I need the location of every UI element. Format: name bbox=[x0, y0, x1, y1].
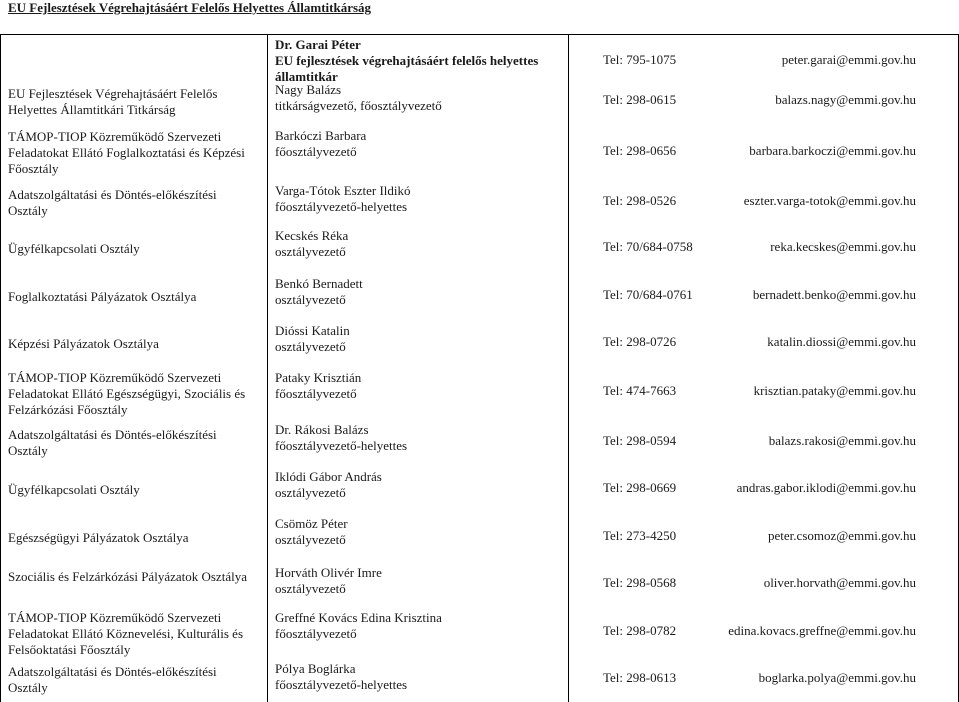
phone-cell: Tel: 298-0526 bbox=[603, 192, 677, 208]
person-role: osztályvezető bbox=[275, 581, 346, 596]
email-link[interactable]: andras.gabor.iklodi@emmi.gov.hu bbox=[736, 479, 916, 495]
department-cell: Szociális és Felzárkózási Pályázatok Osztálya bbox=[8, 568, 247, 584]
phone-cell: Tel: 474-7663 bbox=[603, 383, 677, 398]
email-link[interactable]: peter.garai@emmi.gov.hu bbox=[781, 52, 916, 67]
table-row bbox=[0, 180, 959, 225]
person-role: főosztályvezető bbox=[275, 386, 357, 401]
person-role: titkárságvezető, főosztályvezető bbox=[275, 98, 442, 113]
person-role: osztályvezető bbox=[275, 485, 346, 500]
person-name: Horváth Olivér Imre bbox=[275, 565, 382, 580]
table-row bbox=[0, 125, 959, 180]
email-link[interactable]: bernadett.benko@emmi.gov.hu bbox=[752, 286, 916, 302]
email-link[interactable]: krisztian.pataky@emmi.gov.hu bbox=[753, 383, 916, 398]
person-name: Csömöz Péter bbox=[275, 516, 348, 531]
person-cell bbox=[275, 516, 565, 548]
department-cell: Adatszolgáltatási és Döntés-előkészítési Osztály bbox=[8, 186, 217, 218]
person-cell bbox=[275, 565, 565, 597]
person-name: Pólya Boglárka bbox=[275, 661, 356, 676]
table-row bbox=[0, 419, 959, 466]
person-cell bbox=[275, 661, 565, 693]
person-cell bbox=[275, 183, 565, 215]
person-cell bbox=[275, 370, 565, 402]
table-row bbox=[0, 367, 959, 419]
table-row bbox=[0, 513, 959, 562]
email-link[interactable]: balazs.nagy@emmi.gov.hu bbox=[775, 92, 916, 107]
person-name: Benkó Bernadett bbox=[275, 276, 363, 291]
table-row bbox=[0, 273, 959, 320]
person-role: osztályvezető bbox=[275, 244, 346, 259]
department-cell: Adatszolgáltatási és Döntés-előkészítési Osztály bbox=[8, 426, 217, 458]
department-cell: TÁMOP-TIOP Közreműködő Szervezeti Feladatokat Ellátó Köznevelési, Kulturális és Felsőoktatási Főosztály bbox=[8, 610, 244, 657]
email-link[interactable]: balazs.rakosi@emmi.gov.hu bbox=[768, 432, 916, 448]
email-link[interactable]: oliver.horvath@emmi.gov.hu bbox=[763, 574, 916, 590]
department-cell: Ügyfélkapcsolati Osztály bbox=[8, 241, 140, 256]
phone-cell: Tel: 70/684-0758 bbox=[603, 239, 693, 254]
person-cell bbox=[275, 610, 565, 642]
person-role: EU fejlesztések végrehajtásáért felelős helyettes államtitkár bbox=[275, 53, 539, 84]
table-row bbox=[0, 320, 959, 367]
department-cell: Foglalkoztatási Pályázatok Osztálya bbox=[8, 288, 197, 304]
person-cell bbox=[275, 228, 565, 260]
department-cell: Képzési Pályázatok Osztálya bbox=[8, 335, 159, 351]
email-link[interactable]: peter.csomoz@emmi.gov.hu bbox=[768, 527, 916, 543]
person-name: Varga-Tótok Eszter Ildikó bbox=[275, 183, 411, 198]
table-row bbox=[0, 79, 959, 125]
phone-cell: Tel: 298-0782 bbox=[603, 622, 677, 638]
email-link[interactable]: katalin.diossi@emmi.gov.hu bbox=[767, 333, 916, 349]
person-name: Pataky Krisztián bbox=[275, 370, 362, 385]
person-role: osztályvezető bbox=[275, 532, 346, 547]
phone-cell: Tel: 298-0613 bbox=[603, 670, 677, 685]
person-cell bbox=[275, 37, 565, 85]
phone-cell: Tel: 298-0568 bbox=[603, 574, 677, 590]
department-cell: Ügyfélkapcsolati Osztály bbox=[8, 481, 140, 497]
person-cell bbox=[275, 128, 565, 160]
department-cell: EU Fejlesztések Végrehajtásáért Felelős Helyettes Államtitkári Titkárság bbox=[8, 86, 218, 117]
table-row bbox=[0, 34, 959, 84]
table-row bbox=[0, 658, 959, 702]
phone-cell: Tel: 298-0594 bbox=[603, 432, 677, 448]
table-row bbox=[0, 225, 959, 273]
person-name: Dr. Rákosi Balázs bbox=[275, 422, 369, 437]
person-cell bbox=[275, 276, 565, 308]
table-row bbox=[0, 466, 959, 513]
table-row bbox=[0, 562, 959, 607]
department-cell: TÁMOP-TIOP Közreműködő Szervezeti Feladatokat Ellátó Egészségügyi, Szociális és Felzárkózási Főosztály bbox=[8, 370, 246, 417]
document-title: EU Fejlesztések Végrehajtásáért Felelős Helyettes Államtitkárság bbox=[8, 0, 372, 15]
department-cell: Adatszolgáltatási és Döntés-előkészítési Osztály bbox=[8, 664, 217, 695]
phone-cell: Tel: 298-0615 bbox=[603, 92, 677, 107]
person-name: Nagy Balázs bbox=[275, 82, 342, 97]
table-row bbox=[0, 607, 959, 658]
person-role: főosztályvezető-helyettes bbox=[275, 438, 408, 453]
person-cell bbox=[275, 323, 565, 355]
phone-cell: Tel: 298-0726 bbox=[603, 333, 677, 349]
department-cell: Egészségügyi Pályázatok Osztálya bbox=[8, 529, 189, 545]
person-name: Iklódi Gábor András bbox=[275, 469, 382, 484]
person-role: főosztályvezető-helyettes bbox=[275, 677, 408, 692]
email-link[interactable]: barbara.barkoczi@emmi.gov.hu bbox=[749, 142, 916, 158]
department-cell: TÁMOP-TIOP Közreműködő Szervezeti Feladatokat Ellátó Foglalkoztatási és Képzési Főosztály bbox=[8, 128, 245, 176]
person-name: Dióssi Katalin bbox=[275, 323, 350, 338]
person-name: Kecskés Réka bbox=[275, 228, 349, 243]
email-link[interactable]: eszter.varga-totok@emmi.gov.hu bbox=[743, 192, 916, 208]
email-link[interactable]: reka.kecskes@emmi.gov.hu bbox=[770, 239, 916, 254]
phone-cell: Tel: 298-0656 bbox=[603, 142, 677, 158]
person-cell bbox=[275, 422, 565, 454]
phone-cell: Tel: 70/684-0761 bbox=[603, 286, 693, 302]
person-name: Barkóczi Barbara bbox=[275, 128, 367, 143]
person-cell bbox=[275, 82, 565, 114]
person-role: osztályvezető bbox=[275, 339, 346, 354]
person-role: főosztályvezető bbox=[275, 144, 357, 159]
person-role: főosztályvezető bbox=[275, 626, 357, 641]
person-name: Greffné Kovács Edina Krisztina bbox=[275, 610, 442, 625]
phone-cell: Tel: 795-1075 bbox=[603, 52, 677, 67]
person-role: osztályvezető bbox=[275, 292, 346, 307]
email-link[interactable]: boglarka.polya@emmi.gov.hu bbox=[758, 670, 916, 685]
phone-cell: Tel: 273-4250 bbox=[603, 527, 677, 543]
email-link[interactable]: edina.kovacs.greffne@emmi.gov.hu bbox=[728, 622, 916, 638]
person-cell bbox=[275, 469, 565, 501]
person-name: Dr. Garai Péter bbox=[275, 37, 361, 52]
person-role: főosztályvezető-helyettes bbox=[275, 199, 408, 214]
phone-cell: Tel: 298-0669 bbox=[603, 479, 677, 495]
